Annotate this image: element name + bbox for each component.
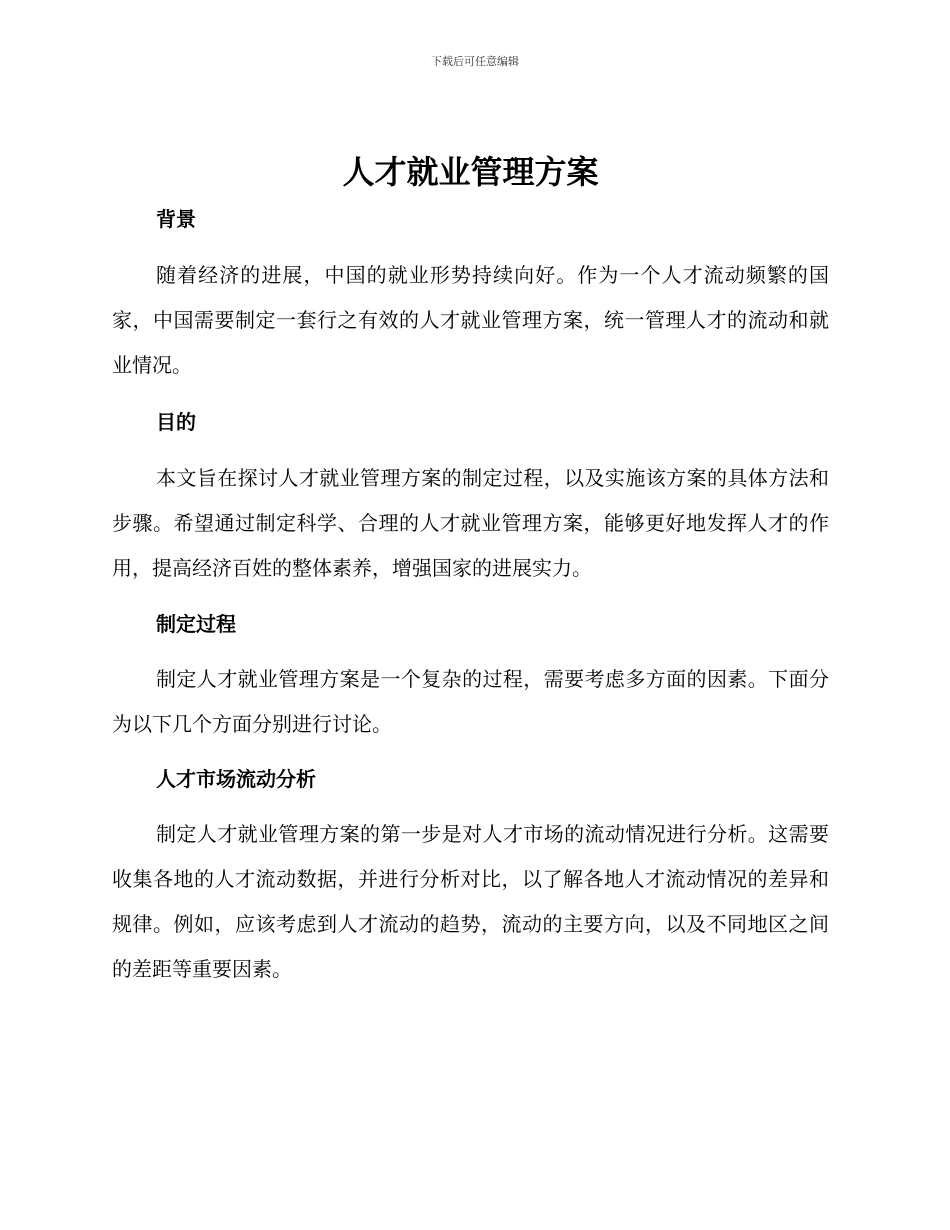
- page-header-note: 下载后可任意编辑: [431, 55, 519, 68]
- section-paragraph-market-analysis: 制定人才就业管理方案的第一步是对人才市场的流动情况进行分析。这需要收集各地的人才流动数据，并进行分析对比，以了解各地人才流动情况的差异和规律。例如，应该考虑到人才流动的趋势，流动的主要方向，以及不同地区之间的差距等重要因素。: [112, 822, 829, 981]
- section-heading-background: 背景: [156, 207, 196, 231]
- section-heading-market-analysis: 人才市场流动分析: [156, 767, 316, 791]
- section-paragraph-process: 制定人才就业管理方案是一个复杂的过程，需要考虑多方面的因素。下面分为以下几个方面分别进行讨论。: [112, 667, 829, 736]
- section-paragraph-background: 随着经济的进展，中国的就业形势持续向好。作为一个人才流动频繁的国家，中国需要制定一套行之有效的人才就业管理方案，统一管理人才的流动和就业情况。: [112, 263, 829, 377]
- document-body: [112, 148, 829, 992]
- document-title: 人才就业管理方案: [342, 153, 599, 191]
- section-paragraph-purpose: 本文旨在探讨人才就业管理方案的制定过程，以及实施该方案的具体方法和步骤。希望通过制定科学、合理的人才就业管理方案，能够更好地发挥人才的作用，提高经济百姓的整体素养，增强国家的进展实力。: [112, 466, 829, 580]
- section-heading-process: 制定过程: [156, 612, 236, 636]
- section-heading-purpose: 目的: [156, 410, 196, 434]
